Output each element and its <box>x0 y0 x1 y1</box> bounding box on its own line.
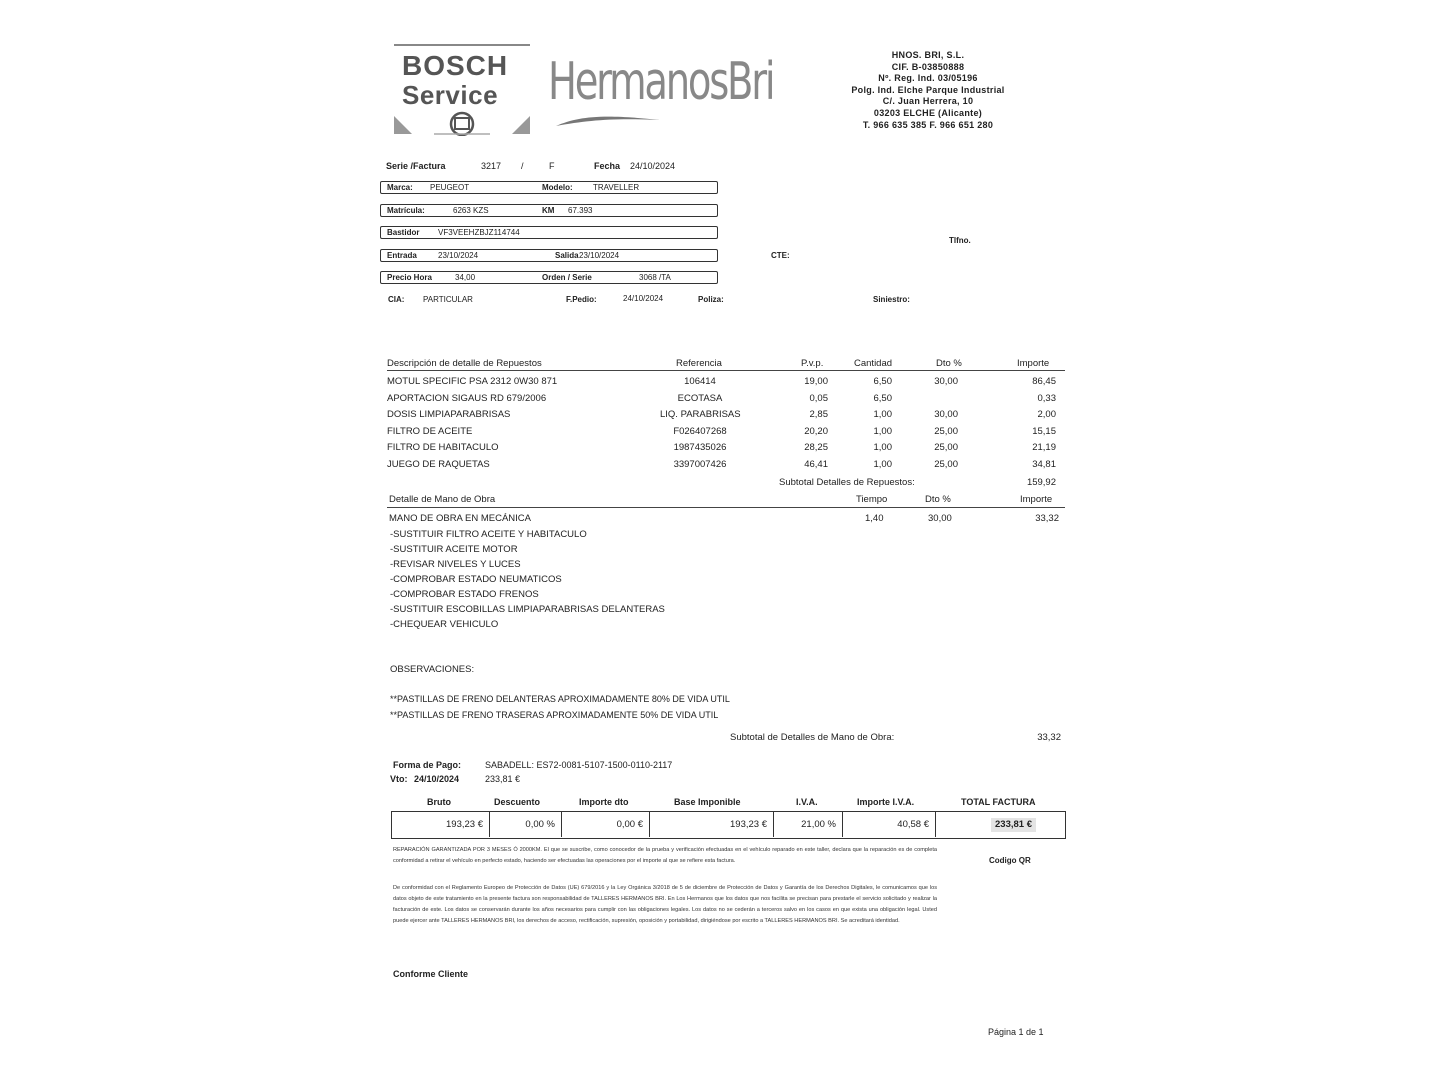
serie-label: Serie /Factura <box>386 161 446 171</box>
totals-header-importe-iva: Importe I.V.A. <box>857 797 915 807</box>
totals-bruto: 193,23 € <box>392 812 490 837</box>
vto-date: 24/10/2024 <box>414 774 460 784</box>
labor-main-description: MANO DE OBRA EN MECÁNICA <box>389 513 531 524</box>
company-cif: CIF. B-03850888 <box>891 61 965 72</box>
part-quantity: 1,00 <box>873 458 892 470</box>
poliza-label: Poliza: <box>698 295 724 304</box>
marca-label: Marca: <box>387 183 413 192</box>
parts-header-discount: Dto % <box>936 358 962 369</box>
parts-header-quantity: Cantidad <box>854 358 893 369</box>
totals-total <box>936 812 1064 837</box>
part-reference: 106414 <box>684 376 716 387</box>
part-quantity: 1,00 <box>873 442 892 453</box>
precio-hora-label: Precio Hora <box>387 273 432 282</box>
labor-task-item: -COMPROBAR ESTADO NEUMATICOS <box>390 574 562 585</box>
modelo-label: Modelo: <box>542 183 573 192</box>
part-pvp: 28,25 <box>804 442 828 453</box>
totals-importe-dto: 0,00 € <box>562 812 650 837</box>
part-pvp: 20,20 <box>804 425 828 437</box>
orden-label: Orden / Serie <box>542 273 592 282</box>
part-reference: ECOTASA <box>677 392 723 404</box>
part-reference: 3397007426 <box>673 458 727 470</box>
observacion-line: **PASTILLAS DE FRENO TRASERAS APROXIMADAMENTE 50% DE VIDA UTIL <box>390 710 719 720</box>
company-info <box>828 50 1028 131</box>
bosch-service-logo <box>394 44 530 136</box>
part-description: MOTUL SPECIFIC PSA 2312 0W30 871 <box>387 376 558 387</box>
part-pvp: 2,85 <box>809 409 828 420</box>
part-reference: 1987435026 <box>673 442 727 453</box>
totals-header-bruto: Bruto <box>427 797 451 807</box>
invoice-separator: / <box>521 161 524 171</box>
parts-header-rule <box>387 370 1065 371</box>
marca-value: PEUGEOT <box>430 183 470 192</box>
part-reference: LIQ. PARABRISAS <box>660 409 741 420</box>
part-description: JUEGO DE RAQUETAS <box>387 458 490 470</box>
labor-header-description: Detalle de Mano de Obra <box>389 494 496 505</box>
labor-header-rule <box>387 507 1065 508</box>
page-number: Página 1 de 1 <box>988 1027 1044 1037</box>
observaciones-label: OBSERVACIONES: <box>390 664 475 675</box>
part-discount: 30,00 <box>934 376 958 387</box>
totals-total-value: 233,81 € <box>991 818 1036 832</box>
km-value: 67.393 <box>568 206 593 215</box>
matricula-value: 6263 KZS <box>453 206 489 215</box>
part-pvp: 0,05 <box>809 392 828 404</box>
hermanos-bri-logo <box>548 52 812 138</box>
fpedido-label: F.Pedio: <box>566 295 597 304</box>
labor-task-item: -SUSTITUIR ESCOBILLAS LIMPIAPARABRISAS DELANTERAS <box>390 604 665 615</box>
part-amount: 15,15 <box>1032 425 1056 437</box>
fecha-label: Fecha <box>594 161 621 171</box>
invoice-number: 3217 <box>481 161 502 171</box>
totals-descuento: 0,00 % <box>490 812 562 837</box>
totals-iva: 21,00 % <box>774 812 843 837</box>
company-city: 03203 ELCHE (Alicante) <box>873 107 983 118</box>
labor-task-item: -CHEQUEAR VEHICULO <box>390 619 499 630</box>
part-amount: 86,45 <box>1032 376 1056 387</box>
salida-value: 23/10/2024 <box>579 251 620 260</box>
labor-main-discount: 30,00 <box>928 513 952 524</box>
labor-header-discount: Dto % <box>925 494 951 505</box>
conforme-cliente-label: Conforme Cliente <box>393 969 469 979</box>
totals-header-descuento: Descuento <box>494 797 541 807</box>
part-description: DOSIS LIMPIAPARABRISAS <box>387 409 511 420</box>
cte-label: CTE: <box>771 251 790 260</box>
marca-modelo-box <box>380 181 718 194</box>
labor-task-item: -REVISAR NIVELES Y LUCES <box>390 559 521 570</box>
parts-header-amount: Importe <box>1017 358 1050 369</box>
modelo-value: TRAVELLER <box>593 183 640 192</box>
company-registry: Nº. Reg. Ind. 03/05196 <box>878 73 978 84</box>
labor-task-item: -COMPROBAR ESTADO FRENOS <box>390 589 539 600</box>
part-description: FILTRO DE HABITACULO <box>387 442 499 453</box>
proteccion-datos-note: De conformidad con el Reglamento Europeo de Protección de Datos (UE) 679/2016 y la Ley Orgánica 3/2018 de 5 de diciembre de Protección de Datos y Garantía de los Derechos Digitales, le comunicamos que los datos objeto de este tratamiento en la presente factura son responsabilidad de TALLERES HERMANOS BRI. En Los Hermanos que los datos que nos facilita se precisan para prestarle el servicio solicitado y realizar la facturación de este. Los datos se conservarán durante los años necesarios para cumplir con las obligaciones legales. Los datos no se cederán a terceros salvo en los casos en que exista una obligación legal. Usted puede ejercer ante TALLERES HERMANOS BRI, los derechos de acceso, rectificación, supresión, oposición y portabilidad, dirigiéndose por escrito a TALLERES HERMANOS BRI. Se acreditará identidad. <box>393 885 937 924</box>
matricula-label: Matrícula: <box>387 206 425 215</box>
labor-main-time: 1,40 <box>865 513 884 524</box>
reparacion-note: REPARACIÓN GARANTIZADA POR 3 MESES Ó 2000KM. El que se suscribe, como conocedor de la prueba y verificación efectuadas en el vehículo reparado en este taller, declara que la reparación es de completa conformidad a retirar el vehículo en perfecto estado, haciendo ser efectuadas las operaciones por el importe al que se refiere esta factura. <box>393 847 937 864</box>
cia-label: CIA: <box>388 295 405 304</box>
parts-header-description: Descripción de detalle de Repuestos <box>387 358 542 369</box>
forma-pago-value: SABADELL: ES72-0081-5107-1500-0110-2117 <box>485 760 673 770</box>
part-amount: 34,81 <box>1032 458 1056 470</box>
bastidor-label: Bastidor <box>387 228 420 237</box>
invoice-serie: F <box>549 161 555 171</box>
vto-label: Vto: <box>390 774 408 784</box>
part-quantity: 1,00 <box>873 409 892 420</box>
part-discount: 25,00 <box>934 458 958 470</box>
matricula-km-box <box>380 204 718 217</box>
labor-task-item: -SUSTITUIR ACEITE MOTOR <box>390 544 518 555</box>
part-quantity: 1,00 <box>873 425 892 437</box>
part-discount: 25,00 <box>934 442 958 453</box>
salida-label: Salida <box>555 251 579 260</box>
part-amount: 2,00 <box>1037 409 1056 420</box>
totals-header-importe-dto: Importe dto <box>579 797 629 807</box>
part-amount: 21,19 <box>1032 442 1056 453</box>
tlfno-label: Tlfno. <box>949 236 971 245</box>
orden-value: 3068 /TA <box>639 273 671 282</box>
part-pvp: 19,00 <box>804 376 828 387</box>
part-description: APORTACION SIGAUS RD 679/2006 <box>387 392 547 404</box>
part-description: FILTRO DE ACEITE <box>387 425 473 437</box>
totals-header-base: Base Imponible <box>674 797 741 807</box>
entrada-value: 23/10/2024 <box>438 251 479 260</box>
precio-orden-box <box>380 271 718 284</box>
invoice-date: 24/10/2024 <box>630 161 676 171</box>
company-name: HNOS. BRI, S.L. <box>891 50 965 60</box>
cia-value: PARTICULAR <box>423 295 473 304</box>
totals-header-iva: I.V.A. <box>796 797 818 807</box>
codigo-qr-label: Codigo QR <box>989 856 1031 865</box>
observacion-line: **PASTILLAS DE FRENO DELANTERAS APROXIMADAMENTE 80% DE VIDA UTIL <box>390 694 730 704</box>
bastidor-box <box>380 226 718 239</box>
entrada-label: Entrada <box>387 251 417 260</box>
hermanos-logo-text: HermanosBri <box>548 52 774 112</box>
labor-header-time: Tiempo <box>856 494 888 505</box>
bosch-logo-line1: BOSCH <box>402 50 509 81</box>
company-phone: T. 966 635 385 F. 966 651 280 <box>862 119 994 130</box>
part-quantity: 6,50 <box>873 392 892 404</box>
part-amount: 0,33 <box>1037 392 1056 404</box>
siniestro-label: Siniestro: <box>873 295 910 304</box>
bosch-logo-line2: Service <box>402 80 499 110</box>
totals-header-total: TOTAL FACTURA <box>961 797 1036 807</box>
part-discount: 25,00 <box>934 425 958 437</box>
km-label: KM <box>542 206 555 215</box>
parts-subtotal-value: 159,92 <box>1026 477 1056 488</box>
precio-hora-value: 34,00 <box>455 273 476 282</box>
forma-pago-label: Forma de Pago: <box>393 760 462 770</box>
labor-subtotal-label: Subtotal de Detalles de Mano de Obra: <box>730 732 895 743</box>
parts-header-reference: Referencia <box>676 358 722 369</box>
part-pvp: 46,41 <box>804 458 828 470</box>
fpedido-value: 24/10/2024 <box>623 294 664 303</box>
parts-header-pvp: P.v.p. <box>801 358 824 369</box>
company-poligono: Polg. Ind. Elche Parque Industrial <box>851 84 1005 95</box>
part-reference: F026407268 <box>673 425 727 437</box>
labor-main-amount: 33,32 <box>1035 513 1059 524</box>
labor-header-amount: Importe <box>1020 494 1053 505</box>
part-quantity: 6,50 <box>873 376 892 387</box>
labor-task-item: -SUSTITUIR FILTRO ACEITE Y HABITACULO <box>390 529 587 540</box>
totals-importe-iva: 40,58 € <box>843 812 936 837</box>
part-discount: 30,00 <box>934 409 958 420</box>
totals-base: 193,23 € <box>650 812 774 837</box>
totals-grid <box>391 811 1066 839</box>
parts-subtotal-label: Subtotal Detalles de Repuestos: <box>779 477 915 488</box>
entrada-salida-box <box>380 249 718 262</box>
labor-subtotal-value: 33,32 <box>1037 732 1061 743</box>
company-street: C/. Juan Herrera, 10 <box>882 96 974 107</box>
bastidor-value: VF3VEEHZBJZ114744 <box>438 228 520 237</box>
vto-amount: 233,81 € <box>485 774 521 784</box>
